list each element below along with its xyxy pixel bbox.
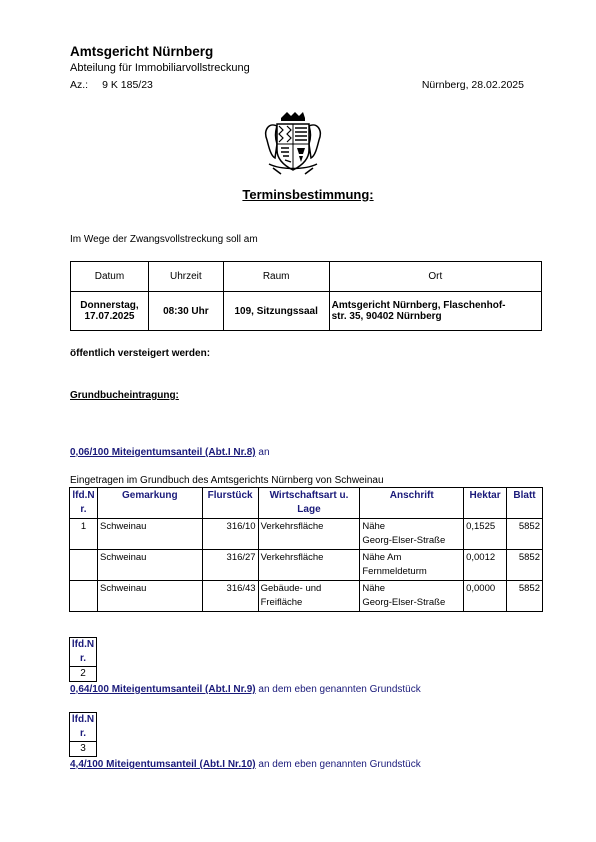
- row-flurstueck: 316/27: [202, 550, 258, 581]
- header-hektar: Hektar: [464, 488, 507, 519]
- appointment-weekday: Donnerstag,: [80, 300, 139, 311]
- lfd-2-header-line2: r.: [79, 653, 87, 664]
- share-line-3: [70, 759, 421, 770]
- court-department: Abteilung für Immobiliarvollstreckung: [70, 62, 250, 74]
- row-art-line1: Verkehrsfläche: [260, 552, 324, 563]
- header-wirtschaftsart: [258, 488, 360, 519]
- court-name: Amtsgericht Nürnberg: [70, 44, 214, 59]
- header-blatt: Blatt: [507, 488, 543, 519]
- header-lfd-line2: r.: [80, 504, 87, 515]
- row-anschrift: [360, 519, 464, 550]
- row-gemarkung: Schweinau: [97, 581, 202, 612]
- row-blatt: 5852: [507, 550, 543, 581]
- appointment-room: 109, Sitzungssaal: [223, 292, 329, 331]
- row-wirtschaftsart: [258, 519, 360, 550]
- header-lfd: [70, 488, 98, 519]
- appointment-header-row: [71, 262, 542, 292]
- row-anschrift-line1: Nähe Am: [362, 552, 402, 563]
- row-art-line1: Verkehrsfläche: [260, 521, 324, 532]
- header-ort: Ort: [329, 262, 541, 292]
- row-gemarkung: Schweinau: [97, 519, 202, 550]
- row-hektar: 0,0012: [464, 550, 507, 581]
- row-lfd: [70, 581, 98, 612]
- lfd-2-header: [70, 638, 97, 667]
- lfd-3-value: 3: [70, 742, 97, 757]
- lfd-3-header-line2: r.: [79, 728, 87, 739]
- row-blatt: 5852: [507, 581, 543, 612]
- share-2-link[interactable]: 0,64/100 Miteigentumsanteil (Abt.I Nr.9): [70, 684, 256, 695]
- auction-text: öffentlich versteigert werden:: [70, 348, 211, 359]
- appointment-date-value: 17.07.2025: [84, 311, 135, 322]
- row-anschrift-line2: Georg-Elser-Straße: [362, 597, 446, 608]
- appointment-place-line2: str. 35, 90402 Nürnberg: [331, 311, 442, 322]
- row-lfd: 1: [70, 519, 98, 550]
- row-anschrift-line2: Georg-Elser-Straße: [362, 535, 446, 546]
- header-anschrift: Anschrift: [360, 488, 464, 519]
- share-3-suffix: an dem eben genannten Grundstück: [258, 759, 421, 770]
- land-register-heading: Grundbucheintragung:: [70, 390, 179, 401]
- appointment-time: 08:30 Uhr: [148, 292, 223, 331]
- header-gemarkung: Gemarkung: [97, 488, 202, 519]
- share-1-suffix: an: [258, 447, 270, 458]
- lfd-3-header: [70, 713, 97, 742]
- row-anschrift: [360, 581, 464, 612]
- row-art-line2: Freifläche: [260, 597, 303, 608]
- lfd-3-header-line1: lfd.N: [71, 714, 95, 725]
- intro-text: Im Wege der Zwangsvollstreckung soll am: [70, 234, 258, 245]
- lfd-2-header-line1: lfd.N: [71, 639, 95, 650]
- lfd-2-value: 2: [70, 667, 97, 682]
- parcel-header-row: [70, 488, 543, 519]
- share-2-suffix: an dem eben genannten Grundstück: [258, 684, 421, 695]
- row-anschrift: [360, 550, 464, 581]
- row-gemarkung: Schweinau: [97, 550, 202, 581]
- share-1-link[interactable]: 0,06/100 Miteigentumsanteil (Abt.I Nr.8): [70, 447, 256, 458]
- appointment-place: [329, 292, 541, 331]
- header-raum: Raum: [223, 262, 329, 292]
- appointment-place-line1: Amtsgericht Nürnberg, Flaschenhof-: [331, 300, 506, 311]
- row-anschrift-line2: Fernmeldeturm: [362, 566, 427, 577]
- header-wirtschaftsart-line1: Wirtschaftsart u.: [269, 490, 349, 501]
- page-title: Terminsbestimmung:: [242, 187, 374, 202]
- row-anschrift-line1: Nähe: [362, 521, 386, 532]
- share-line-1: [70, 447, 270, 458]
- row-lfd: [70, 550, 98, 581]
- appointment-date: [71, 292, 149, 331]
- entered-text: Eingetragen im Grundbuch des Amtsgerichts Nürnberg von Schweinau: [70, 475, 384, 486]
- row-flurstueck: 316/10: [202, 519, 258, 550]
- lfd-box-3: [69, 712, 97, 757]
- case-number-label: Az.:: [70, 79, 89, 91]
- parcel-table: [69, 487, 543, 612]
- row-blatt: 5852: [507, 519, 543, 550]
- row-flurstueck: 316/43: [202, 581, 258, 612]
- row-art-line1: Gebäude- und: [260, 583, 322, 594]
- row-hektar: 0,0000: [464, 581, 507, 612]
- table-row: [70, 550, 543, 581]
- share-3-link[interactable]: 4,4/100 Miteigentumsanteil (Abt.I Nr.10): [70, 759, 256, 770]
- row-anschrift-line1: Nähe: [362, 583, 386, 594]
- header-datum: Datum: [71, 262, 149, 292]
- table-row: [70, 581, 543, 612]
- header-uhrzeit: Uhrzeit: [148, 262, 223, 292]
- case-number: [70, 79, 153, 91]
- header-flurstueck: Flurstück: [202, 488, 258, 519]
- table-row: [70, 519, 543, 550]
- row-wirtschaftsart: [258, 550, 360, 581]
- bavarian-coat-of-arms-icon: [261, 112, 325, 176]
- header-wirtschaftsart-line2: Lage: [297, 504, 321, 515]
- share-line-2: [70, 684, 421, 695]
- place-date: Nürnberg, 28.02.2025: [421, 79, 524, 91]
- case-number-value: 9 K 185/23: [102, 79, 153, 91]
- header-lfd-line1: lfd.N: [72, 490, 95, 501]
- lfd-box-2: [69, 637, 97, 682]
- appointment-row: [71, 292, 542, 331]
- row-hektar: 0,1525: [464, 519, 507, 550]
- row-wirtschaftsart: [258, 581, 360, 612]
- appointment-table: [70, 261, 542, 331]
